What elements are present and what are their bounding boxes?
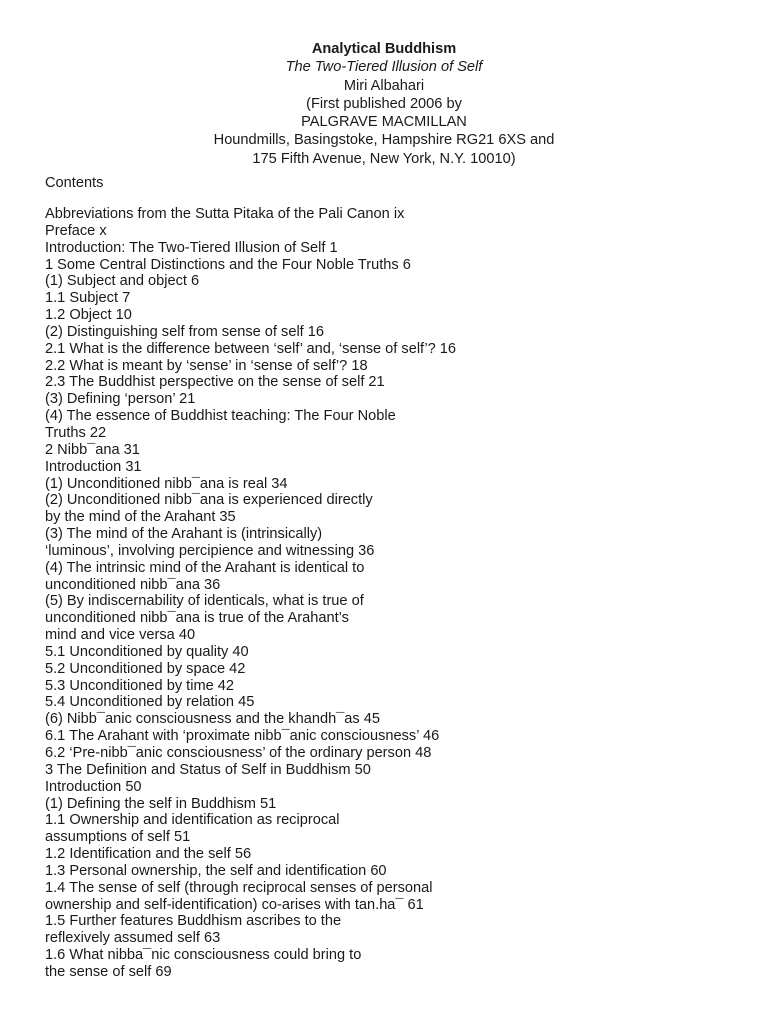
author-name: Miri Albahari xyxy=(343,77,425,94)
toc-line: ‘luminous’, involving percipience and witnessing 36 xyxy=(45,542,375,559)
toc-line: 5.1 Unconditioned by quality 40 xyxy=(45,643,249,660)
toc-line: (3) The mind of the Arahant is (intrinsically) xyxy=(45,526,323,543)
toc-line: (5) By indiscernability of identicals, what is true of xyxy=(45,593,364,610)
toc-line: 1.5 Further features Buddhism ascribes to the xyxy=(45,913,342,930)
toc-line: by the mind of the Arahant 35 xyxy=(45,509,236,526)
toc-line: (1) Defining the self in Buddhism 51 xyxy=(45,795,277,812)
publisher-address: Houndmills, Basingstoke, Hampshire RG21 6XS and xyxy=(213,132,555,149)
toc-line: (4) The essence of Buddhist teaching: The Four Noble xyxy=(45,408,396,425)
toc-line: Introduction 50 xyxy=(45,778,142,795)
toc-line: 2.2 What is meant by ‘sense’ in ‘sense of self’? 18 xyxy=(45,357,368,374)
toc-line: Truths 22 xyxy=(45,424,107,441)
toc-line: 6.1 The Arahant with ‘proximate nibb¯anic consciousness’ 46 xyxy=(45,728,440,745)
toc-line: reflexively assumed self 63 xyxy=(45,930,221,947)
toc-line: the sense of self 69 xyxy=(45,963,172,980)
book-title: Analytical Buddhism xyxy=(311,41,457,57)
toc-line: 1.3 Personal ownership, the self and identification 60 xyxy=(45,862,387,879)
table-of-contents xyxy=(45,206,745,981)
toc-line: Introduction: The Two-Tiered Illusion of Self 1 xyxy=(45,239,338,256)
book-subtitle: The Two-Tiered Illusion of Self xyxy=(285,59,483,76)
title-block xyxy=(0,40,768,168)
toc-line: 5.4 Unconditioned by relation 45 xyxy=(45,694,255,711)
toc-line: (2) Distinguishing self from sense of self 16 xyxy=(45,323,325,340)
toc-line: (6) Nibb¯anic consciousness and the khandh¯as 45 xyxy=(45,711,380,728)
toc-line: assumptions of self 51 xyxy=(45,829,191,846)
toc-line: 1 Some Central Distinctions and the Four Noble Truths 6 xyxy=(45,256,411,273)
toc-line: 2 Nibb¯ana 31 xyxy=(45,441,140,458)
toc-line: 1.6 What nibba¯nic consciousness could bring to xyxy=(45,947,362,964)
toc-line: Introduction 31 xyxy=(45,458,142,475)
contents-heading: Contents xyxy=(45,175,104,191)
toc-line: Preface x xyxy=(45,222,107,239)
publisher-address: 175 Fifth Avenue, New York, N.Y. 10010) xyxy=(252,150,516,167)
publisher-name: PALGRAVE MACMILLAN xyxy=(301,114,467,131)
toc-line: unconditioned nibb¯ana 36 xyxy=(45,576,221,593)
toc-line: (3) Defining ‘person’ 21 xyxy=(45,391,196,408)
toc-line: 5.2 Unconditioned by space 42 xyxy=(45,660,246,677)
toc-line: unconditioned nibb¯ana is true of the Arahant’s xyxy=(45,610,349,627)
toc-line: mind and vice versa 40 xyxy=(45,627,196,644)
toc-line: 1.2 Object 10 xyxy=(45,307,132,324)
toc-line: 2.3 The Buddhist perspective on the sense of self 21 xyxy=(45,374,385,391)
toc-line: 1.1 Ownership and identification as reciprocal xyxy=(45,812,340,829)
toc-line: 1.1 Subject 7 xyxy=(45,290,131,307)
toc-line: 6.2 ‘Pre-nibb¯anic consciousness’ of the ordinary person 48 xyxy=(45,745,432,761)
toc-line: 2.1 What is the difference between ‘self’ and, ‘sense of self’? 16 xyxy=(45,340,457,357)
toc-line: (1) Subject and object 6 xyxy=(45,273,200,290)
toc-line: ownership and self-identification) co-arises with tan.ha¯ 61 xyxy=(45,896,424,913)
toc-line: Abbreviations from the Sutta Pitaka of the Pali Canon ix xyxy=(45,206,405,222)
toc-line: 1.2 Identification and the self 56 xyxy=(45,846,252,863)
toc-line: (4) The intrinsic mind of the Arahant is identical to xyxy=(45,559,365,576)
toc-line: (2) Unconditioned nibb¯ana is experienced directly xyxy=(45,492,373,509)
toc-line: (1) Unconditioned nibb¯ana is real 34 xyxy=(45,475,288,492)
toc-line: 5.3 Unconditioned by time 42 xyxy=(45,677,235,694)
toc-line: 1.4 The sense of self (through reciprocal senses of personal xyxy=(45,879,433,896)
toc-line: 3 The Definition and Status of Self in Buddhism 50 xyxy=(45,761,371,778)
publication-line: (First published 2006 by xyxy=(306,95,462,112)
